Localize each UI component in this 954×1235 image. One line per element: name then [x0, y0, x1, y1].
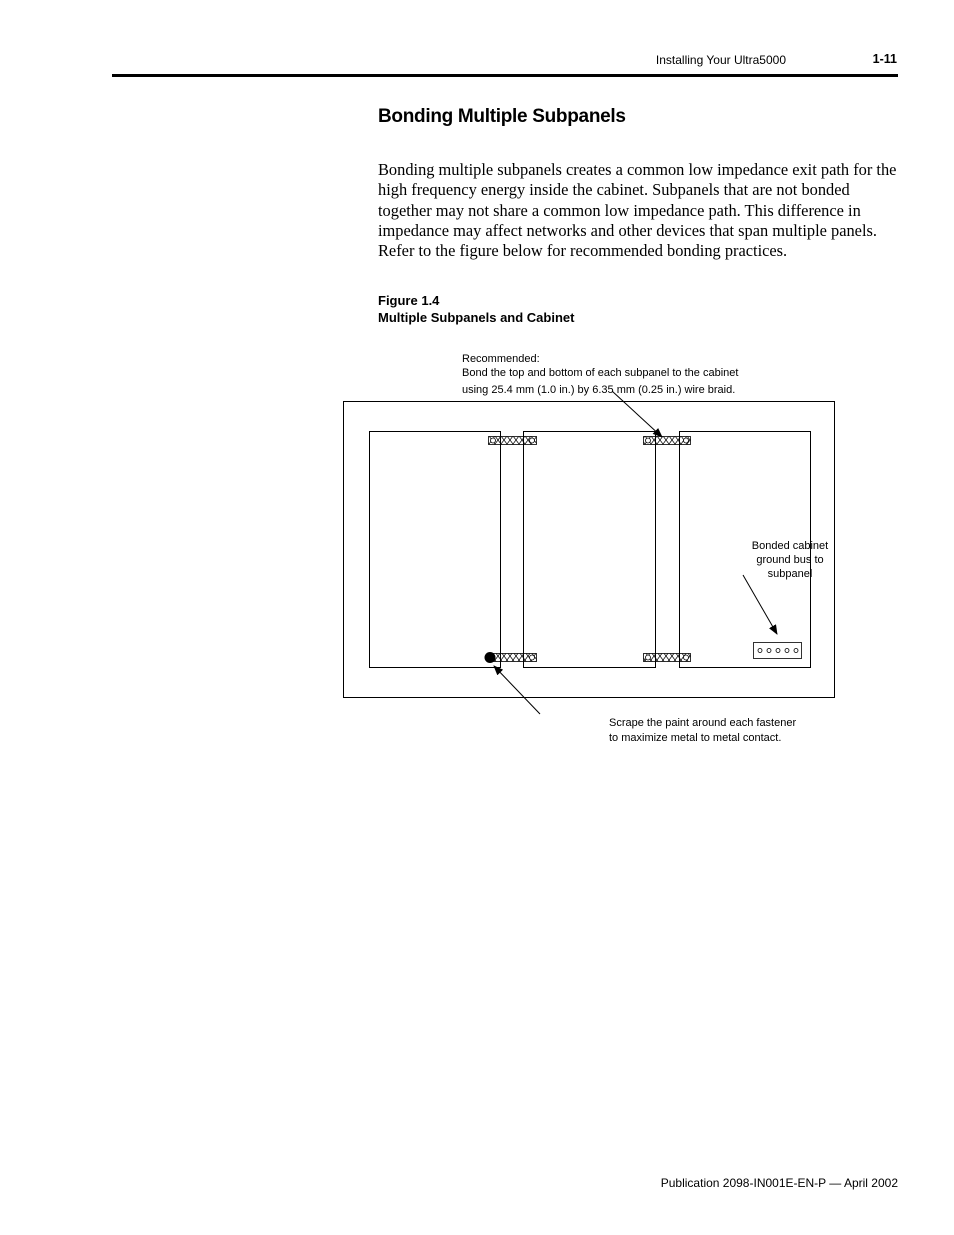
arrow-to-fastener [494, 666, 540, 714]
callout-recommended-heading: Recommended: [462, 353, 540, 365]
callout-recommended-line2: using 25.4 mm (1.0 in.) by 6.35 mm (0.25 in.) wire braid. [462, 384, 736, 396]
page-number: 1-11 [872, 52, 897, 66]
arrow-to-top-braid [612, 391, 662, 437]
subpanel-middle [524, 432, 656, 668]
publication-footer: Publication 2098-IN001E-EN-P — April 2002 [660, 1176, 898, 1190]
arrow-to-ground-bus [743, 575, 777, 634]
wire-braid-bottom-left [485, 652, 537, 663]
callout-ground-line2: ground bus to [756, 554, 824, 566]
figure-number: Figure 1.4 [378, 293, 440, 308]
callout-ground-line1: Bonded cabinet [751, 540, 829, 552]
body-paragraph: Bonding multiple subpanels creates a common low impedance exit path for the high frequency energy inside the cabinet. Subpanels that are not bonded together may not share a common low impedance path. This difference in impedance may affect networks and other devices that span multiple panels. Refer to the figure below for recommended bonding practices. [378, 160, 897, 261]
callout-scrape-line2: to maximize metal to metal contact. [609, 732, 782, 744]
subpanel-left [370, 432, 501, 668]
running-header: Installing Your Ultra5000 [655, 53, 786, 67]
wire-braid-bottom-right [644, 654, 691, 662]
figure-title: Multiple Subpanels and Cabinet [378, 310, 575, 325]
wire-braid-top-left [489, 437, 537, 445]
wire-braid-top-right [644, 437, 691, 445]
section-title: Bonding Multiple Subpanels [378, 106, 626, 127]
ground-bus [754, 643, 802, 659]
callout-scrape-line1: Scrape the paint around each fastener [609, 717, 797, 729]
scraped-fastener [485, 652, 496, 663]
callout-ground-line3: subpanel [767, 568, 813, 580]
callout-recommended-line1: Bond the top and bottom of each subpanel to the cabinet [462, 367, 739, 379]
